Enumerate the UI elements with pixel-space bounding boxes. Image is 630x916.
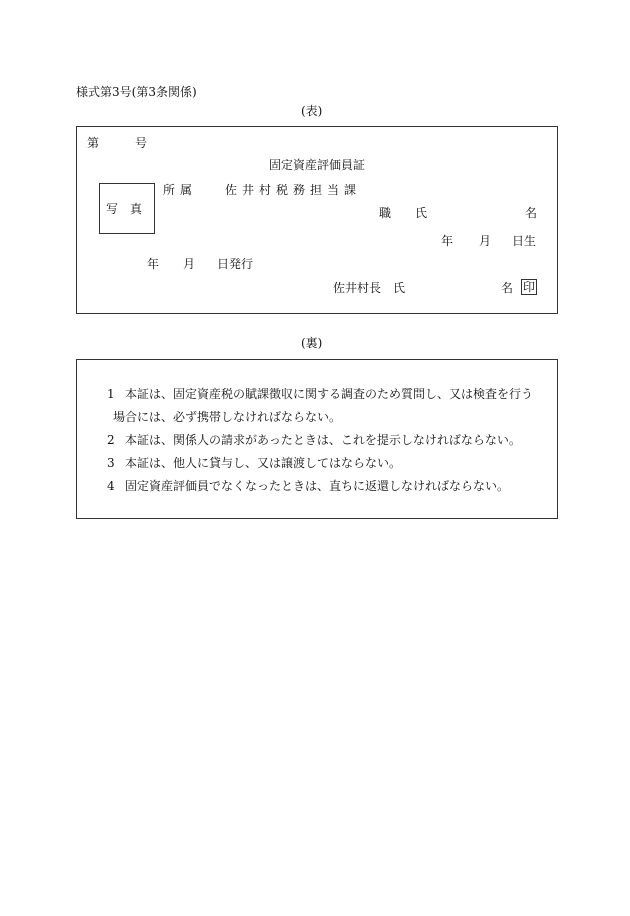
card-title: 固定資産評価員証 <box>269 158 366 172</box>
affiliation-label: 所属 <box>163 183 198 197</box>
clause-2-line1: 本証は、関係人の請求があったときは、これを提示しなければならない。 <box>125 433 521 447</box>
seal-char: 印 <box>523 280 536 294</box>
name-label: 名 <box>525 206 538 220</box>
issued-year: 年 <box>147 257 160 271</box>
front-caption: (表) <box>301 104 323 118</box>
seal-box <box>521 279 537 295</box>
issued-month: 月 <box>183 257 196 271</box>
issued-day: 日発行 <box>217 257 254 271</box>
dob-year: 年 <box>441 234 454 248</box>
dob-day: 日生 <box>512 234 537 248</box>
clause-1-line2: 場合には、必ず携帯しなければならない。 <box>113 410 342 424</box>
clause-3-num: 3 <box>107 456 115 470</box>
back-card <box>76 359 558 519</box>
clause-1-line1: 本証は、固定資産税の賦課徴収に関する調査のため質問し、又は検査を行う <box>125 387 534 401</box>
dob-month: 月 <box>479 234 492 248</box>
back-caption: (裏) <box>301 336 323 350</box>
clause-2-num: 2 <box>107 433 115 447</box>
position-label: 職 氏 <box>379 206 428 220</box>
front-card <box>76 126 558 314</box>
form-label: 様式第3号(第3条関係) <box>76 85 197 99</box>
clause-3-line1: 本証は、他人に貸与し、又は譲渡してはならない。 <box>125 456 402 470</box>
clause-4-line1: 固定資産評価員でなくなったときは、直ちに返還しなければならない。 <box>125 479 510 493</box>
clause-1-num: 1 <box>107 387 115 401</box>
number-prefix: 第 <box>87 136 100 150</box>
clause-4-num: 4 <box>107 479 115 493</box>
photo-label: 写 真 <box>106 202 143 216</box>
affiliation-value: 佐井村税務担当課 <box>225 183 362 197</box>
issuer-label: 佐井村長 氏 <box>333 281 406 295</box>
issuer-name-label: 名 <box>501 281 514 295</box>
photo-box <box>99 183 155 234</box>
number-suffix: 号 <box>135 136 148 150</box>
